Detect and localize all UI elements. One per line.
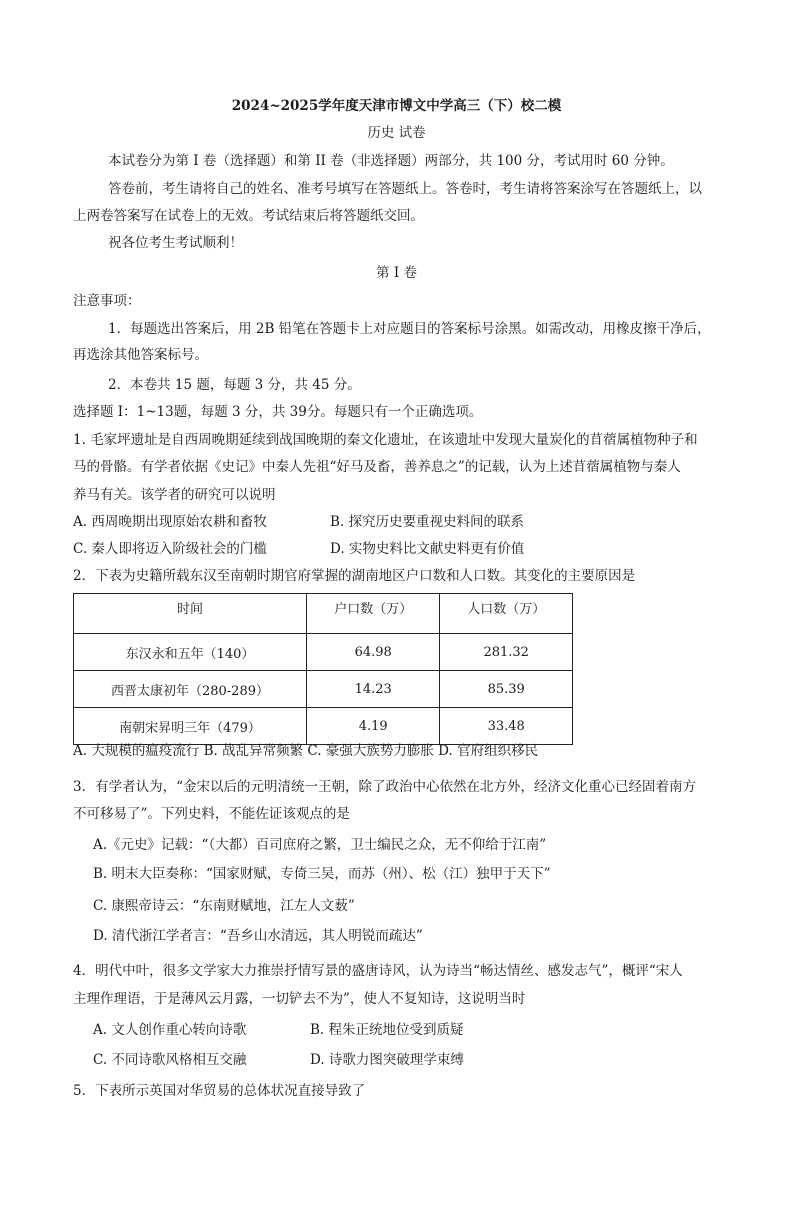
table-row bbox=[74, 671, 573, 708]
table-header-row bbox=[74, 594, 573, 634]
option-a: A. 西周晚期出现原始农耕和畜牧 bbox=[73, 514, 267, 530]
table-row bbox=[74, 634, 573, 671]
question-1-stem: 马的骨骼。有学者依据《史记》中秦人先祖“好马及畜，善养息之”的记载，认为上述苜蓿属植物与秦人 bbox=[73, 459, 681, 475]
option-c: C. 秦人即将迈入阶级社会的门槛 bbox=[73, 541, 267, 557]
intro-line: 上两卷答案写在试卷上的无效。考试结束后将答题纸交回。 bbox=[73, 208, 424, 224]
table-header-cell: 时间 bbox=[74, 594, 307, 634]
exam-title: 2024~2025学年度天津市博文中学高三（下）校二模 bbox=[231, 98, 562, 114]
question-2-options: A. 大规模的瘟疫流行 B. 战乱异常频繁 C. 豪强大族势力膨胀 D. 官府组织移民 bbox=[73, 743, 539, 759]
table-cell: 33.48 bbox=[440, 708, 573, 745]
question-3-stem: 不可移易了”。下列史料，不能佐证该观点的是 bbox=[73, 806, 350, 822]
option-b: B. 探究历史要重视史料间的联系 bbox=[330, 514, 525, 530]
question-5-stem: 5．下表所示英国对华贸易的总体状况直接导致了 bbox=[73, 1083, 366, 1099]
exam-subtitle: 历史 试卷 bbox=[367, 125, 426, 141]
option-c: C. 康熙帝诗云：“东南财赋地，江左人文薮” bbox=[93, 898, 355, 914]
question-4-stem: 主理作理语，于是薄风云月露，一切铲去不为”，使人不复知诗，这说明当时 bbox=[73, 991, 526, 1007]
question-1-stem: 养马有关。该学者的研究可以说明 bbox=[73, 487, 276, 503]
note-line: 再选涂其他答案标号。 bbox=[73, 347, 208, 363]
note-line: 1．每题选出答案后，用 2B 铅笔在答题卡上对应题目的答案标号涂黑。如需改动，用橡皮擦干净后， bbox=[108, 321, 711, 337]
table-cell: 南朝宋昇明三年（479） bbox=[74, 708, 307, 745]
question-1-stem: 1. 毛家坪遗址是自西周晚期延续到战国晚期的秦文化遗址，在该遗址中发现大量炭化的苜蓿属植物种子和 bbox=[73, 432, 698, 448]
notes-label: 注意事项： bbox=[73, 293, 141, 309]
option-a: A. 文人创作重心转向诗歌 bbox=[93, 1022, 247, 1038]
part-heading: 选择题 I：1~13题，每题 3 分，共 39分。每题只有一个正确选项。 bbox=[73, 404, 483, 420]
intro-line: 祝各位考生考试顺利！ bbox=[108, 235, 243, 251]
table-cell: 64.98 bbox=[306, 634, 439, 671]
table-header-cell: 人口数（万） bbox=[440, 594, 573, 634]
table-header-cell: 户口数（万） bbox=[306, 594, 439, 634]
question-2-stem: 2．下表为史籍所载东汉至南朝时期官府掌握的湖南地区户口数和人口数。其变化的主要原因是 bbox=[73, 568, 636, 584]
population-table bbox=[73, 593, 573, 745]
option-b: B. 程朱正统地位受到质疑 bbox=[310, 1022, 464, 1038]
table-row bbox=[74, 708, 573, 745]
option-d: D. 清代浙江学者言：“吾乡山水清远，其人明锐而疏达” bbox=[93, 928, 423, 944]
question-4-stem: 4．明代中叶，很多文学家大力推崇抒情写景的盛唐诗风，认为诗当“畅达情丝、感发志气”，概评“宋人 bbox=[73, 963, 683, 979]
question-3-stem: 3．有学者认为，“金宋以后的元明清统一王朝，除了政治中心依然在北方外，经济文化重心已经固着南方 bbox=[73, 779, 696, 795]
table-cell: 14.23 bbox=[306, 671, 439, 708]
table-cell: 东汉永和五年（140） bbox=[74, 634, 307, 671]
option-b: B. 明末大臣奏称：“国家财赋，专倚三吴，而苏（州）、松（江）独甲于天下” bbox=[93, 866, 551, 882]
table-cell: 西晋太康初年（280-289） bbox=[74, 671, 307, 708]
option-d: D. 诗歌力图突破理学束缚 bbox=[310, 1052, 464, 1068]
intro-line: 本试卷分为第 I 卷（选择题）和第 II 卷（非选择题）两部分，共 100 分，考试用时 60 分钟。 bbox=[108, 153, 674, 169]
table-cell: 4.19 bbox=[306, 708, 439, 745]
intro-line: 答卷前，考生请将自己的姓名、准考号填写在答题纸上。答卷时，考生请将答案涂写在答题纸上，以 bbox=[108, 181, 702, 197]
note-line: 2．本卷共 15 题，每题 3 分，共 45 分。 bbox=[108, 377, 361, 393]
table-cell: 281.32 bbox=[440, 634, 573, 671]
table-cell: 85.39 bbox=[440, 671, 573, 708]
option-c: C. 不同诗歌风格相互交融 bbox=[93, 1052, 247, 1068]
option-a: A.《元史》记载：“（大都）百司庶府之繁，卫士编民之众，无不仰给于江南” bbox=[93, 837, 547, 853]
section-title: 第 I 卷 bbox=[376, 265, 417, 281]
option-d: D. 实物史料比文献史料更有价值 bbox=[330, 541, 525, 557]
